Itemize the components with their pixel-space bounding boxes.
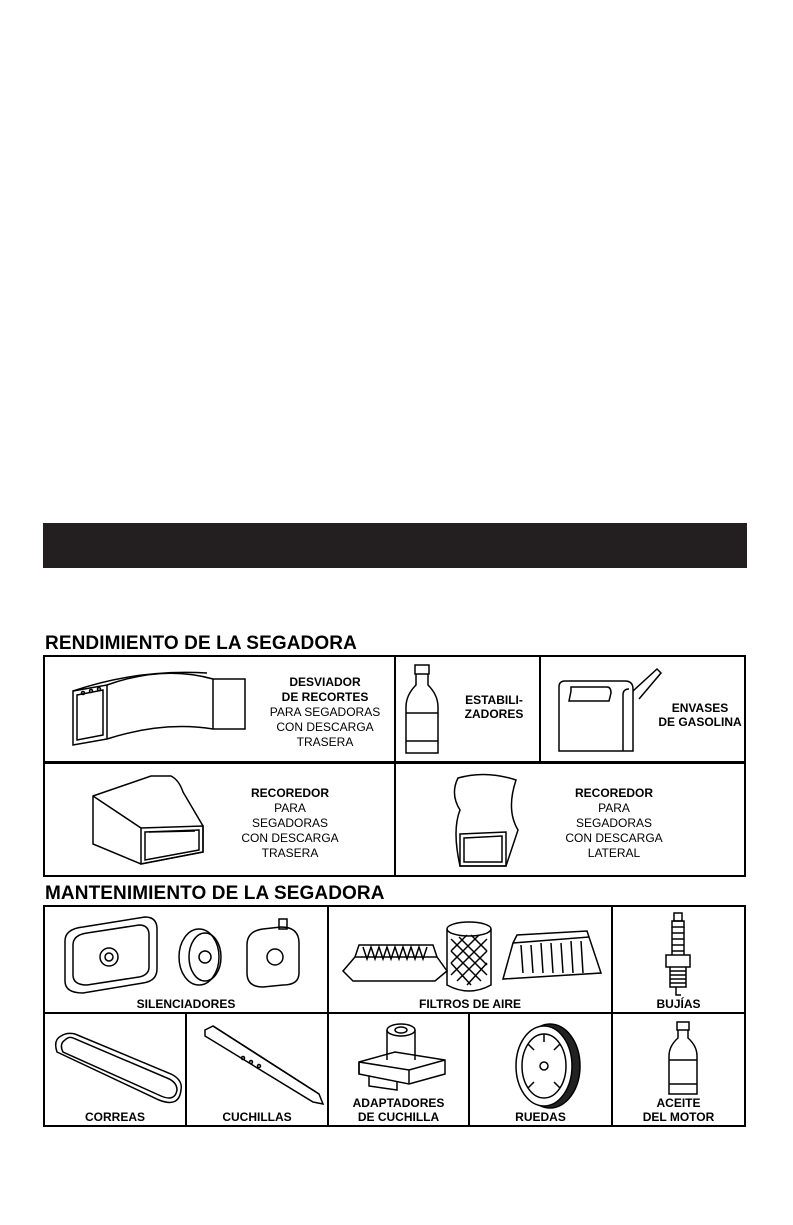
maintenance-section-title: MANTENIMIENTO DE LA SEGADORA <box>45 883 385 904</box>
header-banner <box>43 523 747 568</box>
engine-oil-line-1: ACEITE <box>656 1096 701 1110</box>
performance-section-title: RENDIMIENTO DE LA SEGADORA <box>45 633 357 654</box>
product-cell-belts <box>43 1012 187 1127</box>
blade-adapter-icon <box>355 1020 449 1092</box>
air-filters-label: FILTROS DE AIRE <box>419 997 521 1011</box>
spark-plug-icon <box>663 911 693 997</box>
rear-bagger-desc-2: SEGADORAS <box>251 816 329 830</box>
gas-can-icon <box>553 665 663 757</box>
gas-cans-line-1: ENVASES <box>671 701 729 715</box>
product-cell-side-bagger <box>394 762 746 877</box>
blade-adapters-line-1: ADAPTADORES <box>352 1096 445 1110</box>
chute-deflector-icon <box>67 671 249 749</box>
side-bagger-desc-1: PARA <box>598 801 630 815</box>
chute-deflector-desc-2: CON DESCARGA <box>276 720 374 734</box>
mufflers-label: SILENCIADORES <box>136 997 236 1011</box>
chute-deflector-desc-1: PARA SEGADORAS <box>269 705 381 719</box>
product-cell-spark-plugs <box>611 905 746 1014</box>
product-cell-blade-adapters <box>327 1012 470 1127</box>
belts-label: CORREAS <box>84 1110 145 1124</box>
product-cell-blades <box>185 1012 329 1127</box>
wheels-label: RUEDAS <box>515 1110 566 1124</box>
rear-bagger-title: RECOREDOR <box>250 786 329 800</box>
product-cell-mufflers <box>43 905 329 1014</box>
rear-bagger-icon <box>89 774 209 866</box>
product-cell-chute-deflector <box>43 655 396 763</box>
chute-deflector-title-2: DE RECORTES <box>281 690 369 704</box>
engine-oil-line-2: DEL MOTOR <box>642 1110 715 1124</box>
belt-icon <box>51 1030 185 1106</box>
wheel-icon <box>510 1022 582 1110</box>
side-bagger-icon <box>446 770 526 870</box>
gas-cans-line-2: DE GASOLINA <box>658 715 742 729</box>
stabilizers-line-2: ZADORES <box>464 707 524 721</box>
oil-bottle-icon <box>667 1020 699 1096</box>
rear-bagger-desc-4: TRASERA <box>261 846 319 860</box>
side-bagger-desc-3: CON DESCARGA <box>565 831 663 845</box>
muffler-icon <box>59 915 317 995</box>
rear-bagger-desc-3: CON DESCARGA <box>241 831 339 845</box>
product-cell-air-filters <box>327 905 613 1014</box>
air-filter-icon <box>341 915 603 995</box>
blades-label: CUCHILLAS <box>222 1110 292 1124</box>
chute-deflector-desc-3: TRASERA <box>296 735 354 749</box>
blade-adapters-line-2: DE CUCHILLA <box>357 1110 440 1124</box>
side-bagger-desc-4: LATERAL <box>587 846 641 860</box>
product-cell-engine-oil <box>611 1012 746 1127</box>
blade-icon <box>201 1024 325 1106</box>
stabilizer-bottle-icon <box>402 663 442 757</box>
product-cell-gas-cans <box>539 655 746 763</box>
product-cell-stabilizers <box>394 655 541 763</box>
rear-bagger-desc-1: PARA <box>274 801 306 815</box>
side-bagger-desc-2: SEGADORAS <box>575 816 653 830</box>
side-bagger-title: RECOREDOR <box>574 786 653 800</box>
product-cell-wheels <box>468 1012 613 1127</box>
product-cell-rear-bagger <box>43 762 396 877</box>
spark-plugs-label: BUJÍAS <box>656 997 701 1011</box>
chute-deflector-title-1: DESVIADOR <box>289 675 361 689</box>
stabilizers-line-1: ESTABILI- <box>465 693 523 707</box>
